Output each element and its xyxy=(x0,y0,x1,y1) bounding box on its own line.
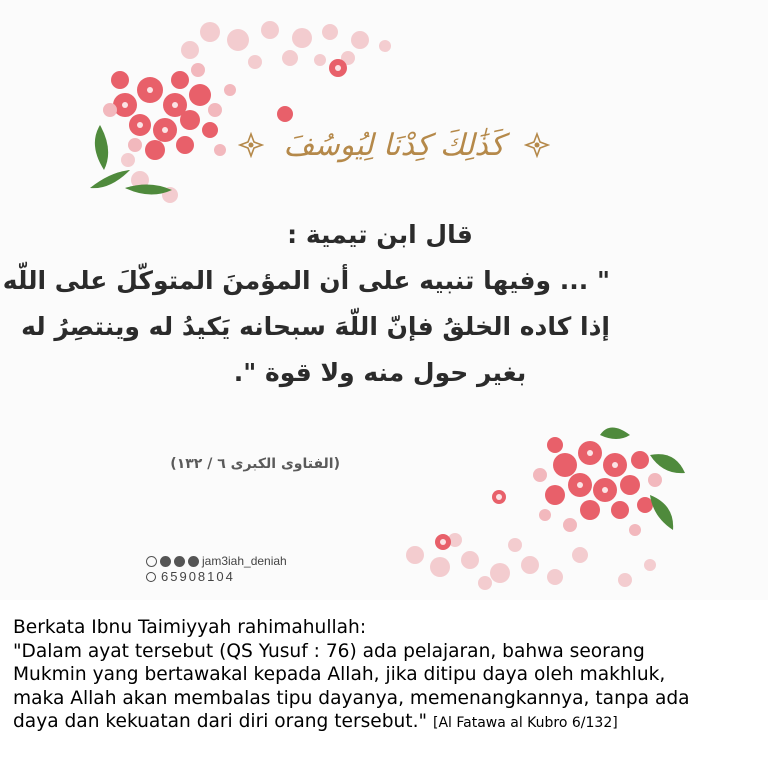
floral-decoration-bottom xyxy=(395,405,695,600)
quote-line: بغير حول منه ولا قوة ". xyxy=(233,358,527,387)
arabic-quote xyxy=(2,212,610,396)
ornament-icon xyxy=(238,132,264,158)
instagram-icon xyxy=(146,556,157,567)
translation-line: maka Allah akan membalas tipu dayanya, memenangkannya, tanpa ada xyxy=(13,687,690,709)
translation-line: Mukmin yang bertawakal kepada Allah, jika ditipu daya oleh makhluk, xyxy=(13,664,666,685)
whatsapp-icon xyxy=(146,572,156,582)
phone-number: 65908104 xyxy=(161,569,235,584)
translation-line-last xyxy=(13,710,758,736)
social-handle: jam3iah_deniah xyxy=(202,554,287,568)
arabic-reference: (الفتاوى الكبرى ٦ / ١٣٢) xyxy=(170,456,340,472)
contact-info xyxy=(146,553,287,585)
twitter-icon xyxy=(174,556,185,567)
calligraphy-banner xyxy=(238,108,550,182)
youtube-icon xyxy=(188,556,199,567)
facebook-icon xyxy=(160,556,171,567)
translation-line: "Dalam ayat tersebut (QS Yusuf : 76) ada pelajaran, bahwa seorang xyxy=(13,640,645,662)
indonesian-translation xyxy=(13,616,758,736)
translation-line: Berkata Ibnu Taimiyyah rahimahullah: xyxy=(13,617,367,638)
phone-row xyxy=(146,569,287,585)
quran-verse: كَذَٰلِكَ كِدْنَا لِيُوسُفَ xyxy=(283,127,505,163)
quote-line: إذا كاده الخلقُ فإنّ اللّهَ سبحانه يَكيدُ له وينتصِرُ له xyxy=(21,312,610,341)
quote-line: قال ابن تيمية : xyxy=(287,220,473,249)
source-citation: [Al Fatawa al Kubro 6/132] xyxy=(432,715,618,731)
ornament-icon xyxy=(524,132,550,158)
social-handle-row xyxy=(146,553,287,569)
quote-line: " ... وفيها تنبيه على أن المؤمنَ المتوكّلَ على اللّه xyxy=(2,266,610,295)
translation-line: daya dan kekuatan dari diri orang tersebut." xyxy=(13,711,428,732)
